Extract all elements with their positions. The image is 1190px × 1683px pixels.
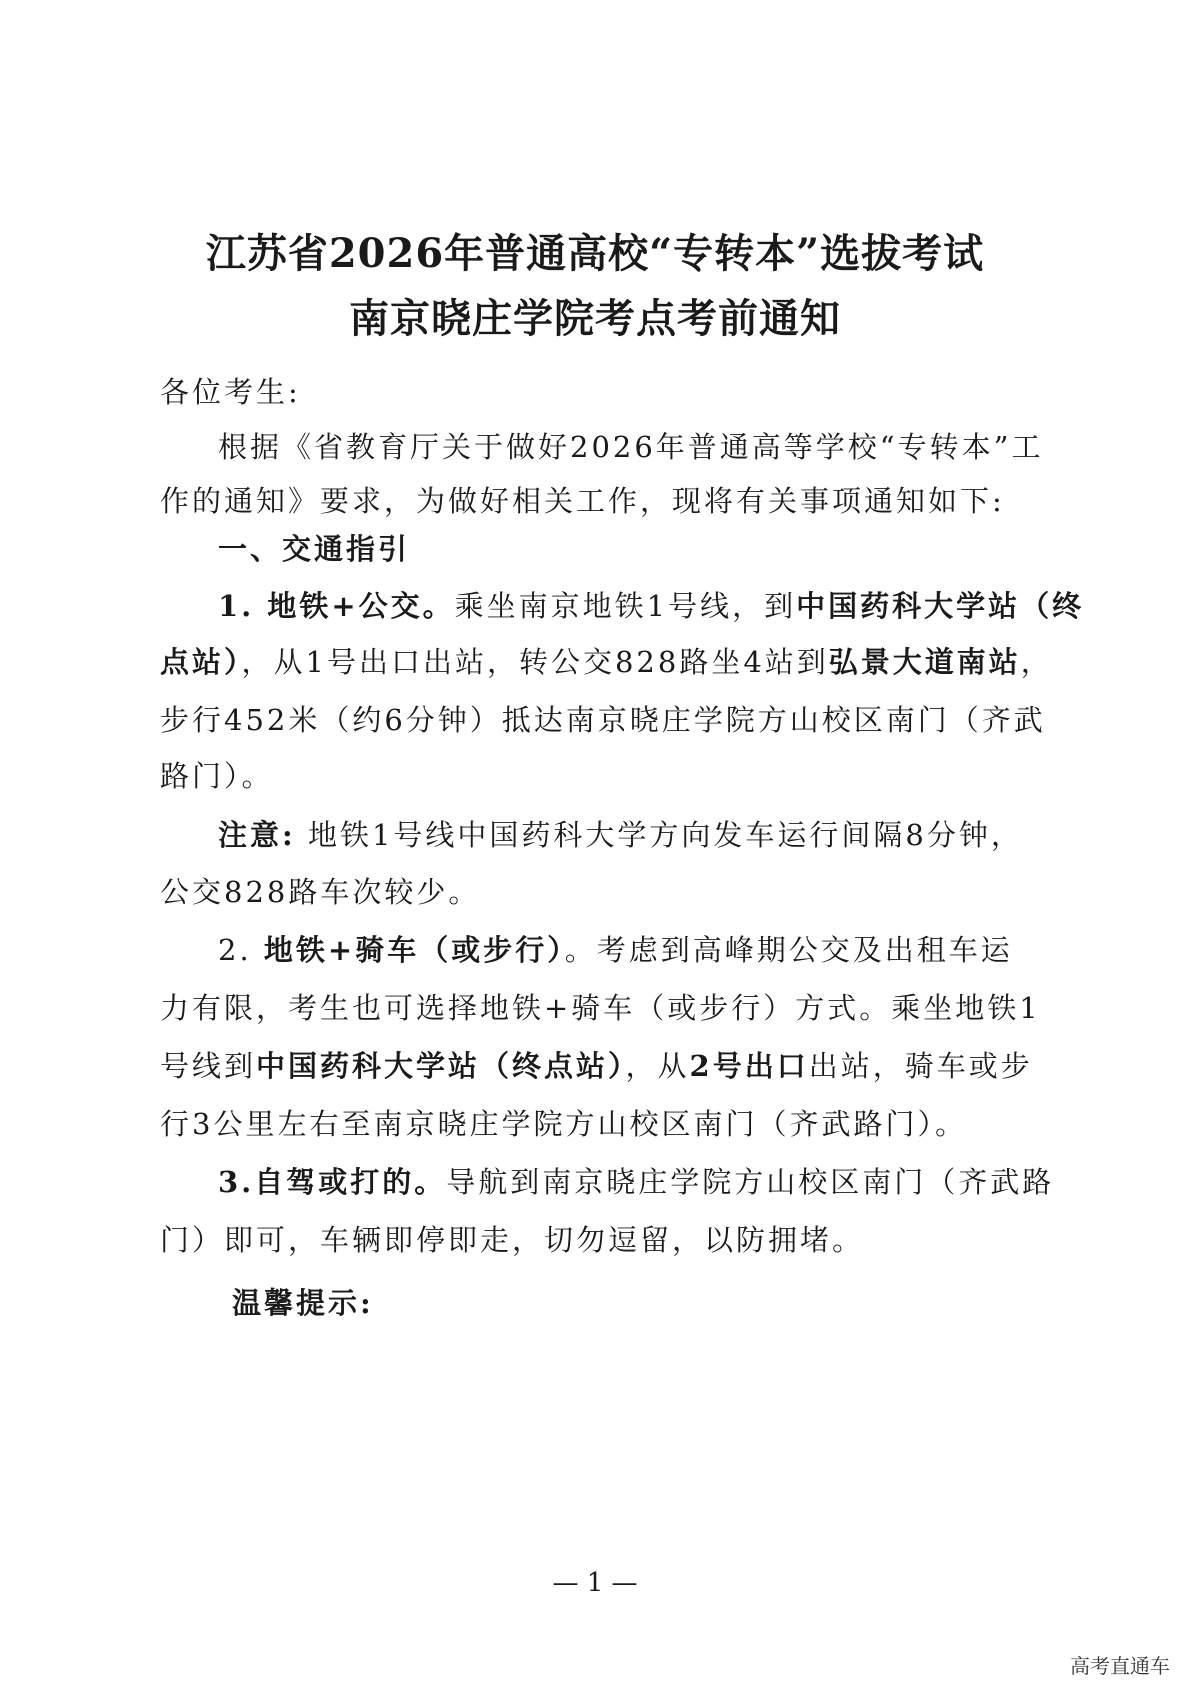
item2-line-4: 行3公里左右至南京晓庄学院方山校区南门（齐武路门）。	[160, 1107, 967, 1141]
item2-number: 2.	[218, 933, 252, 967]
intro-line-2: 作的通知》要求，为做好相关工作，现将有关事项通知如下:	[160, 484, 1005, 518]
item1-line-2	[160, 642, 1053, 682]
note-line-2: 公交828路车次较少。	[160, 875, 481, 909]
item2-text-3c: 出站，骑车或步	[808, 1049, 1033, 1083]
item1-bus-stop: 弘景大道南站	[828, 645, 1021, 679]
item2-exit: 2号出口	[689, 1049, 809, 1083]
item1-title: 1. 地铁+公交。	[218, 589, 455, 623]
document-title-line-2: 南京晓庄学院考点考前通知	[349, 295, 841, 342]
section-heading-transport: 一、交通指引	[218, 532, 411, 566]
item2-line-1	[218, 930, 1040, 970]
tip-heading: 温馨提示:	[232, 1286, 374, 1320]
item2-station: 中国药科大学站（终点站）	[256, 1049, 626, 1083]
item2-line-3	[160, 1046, 1040, 1086]
item1-text-2: ，从1号出口出站，转公交828路坐4站到	[241, 645, 829, 679]
item2-text-3b: ，从	[625, 1049, 690, 1083]
item1-text: 乘坐南京地铁1号线，到	[454, 589, 797, 623]
item1-station-end: 点站）	[160, 645, 242, 679]
note-line-1	[218, 815, 1040, 855]
item3-title: 3.自驾或打的。	[218, 1165, 447, 1199]
item1-station: 中国药科大学站（终	[796, 589, 1085, 623]
item2-text: 。考虑到高峰期公交及出租车运	[564, 933, 1013, 967]
document-title-line-1: 江苏省2026年普通高校“专转本”选拔考试	[205, 230, 985, 277]
item3-line-1	[218, 1162, 1055, 1202]
watermark: 高考直通车	[1070, 1654, 1170, 1678]
item2-title: 地铁+骑车（或步行）	[263, 933, 565, 967]
item2-text-3a: 号线到	[160, 1049, 257, 1083]
item2-line-2: 力有限，考生也可选择地铁+骑车（或步行）方式。乘坐地铁1	[160, 991, 1041, 1025]
item3-text: 导航到南京晓庄学院方山校区南门（齐武路	[446, 1165, 1055, 1199]
item1-line-1	[218, 586, 1085, 626]
item1-line-4: 路门）。	[160, 759, 274, 793]
page-number: — 1 —	[552, 1568, 638, 1598]
item1-comma: ，	[1020, 645, 1053, 679]
greeting: 各位考生:	[160, 375, 301, 409]
note-text: 地铁1号线中国药科大学方向发车运行间隔8分钟，	[307, 818, 1023, 852]
note-label: 注意:	[218, 818, 296, 852]
intro-line-1: 根据《省教育厅关于做好2026年普通高等学校“专转本”工	[218, 430, 1044, 464]
item3-line-2: 门）即可，车辆即停即走，切勿逗留，以防拥堵。	[160, 1223, 865, 1257]
item1-line-3: 步行452米（约6分钟）抵达南京晓庄学院方山校区南门（齐武	[160, 703, 1046, 737]
